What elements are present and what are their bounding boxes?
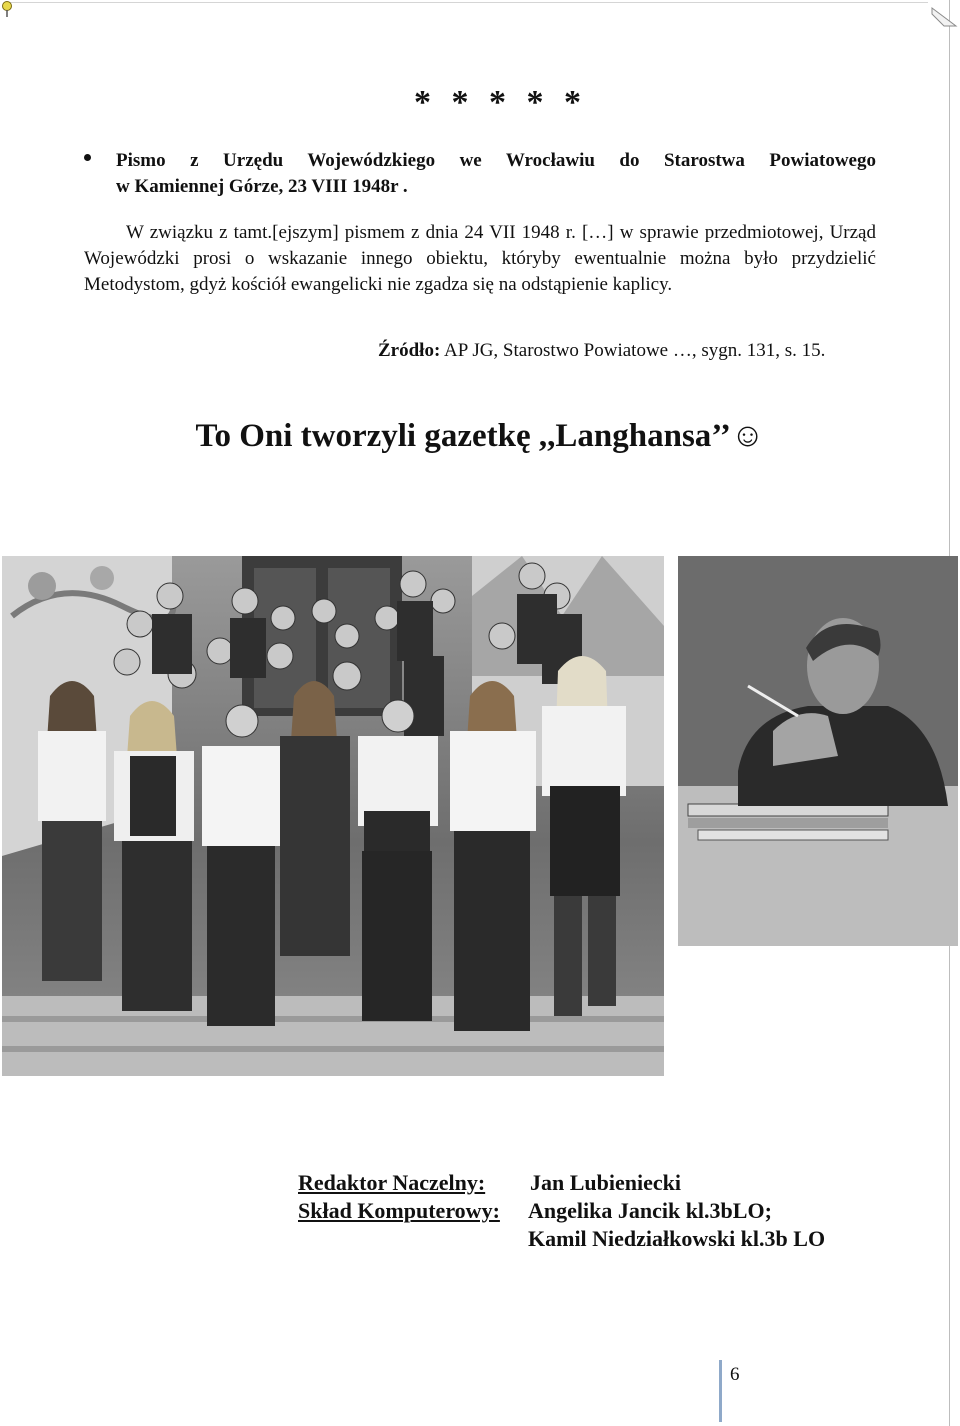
portrait-photo bbox=[678, 556, 958, 946]
page-corner-fold-icon bbox=[930, 6, 958, 28]
group-photo bbox=[2, 556, 664, 1076]
page-top-edge bbox=[8, 2, 928, 3]
source-citation bbox=[378, 340, 825, 362]
source-label: Źródło: bbox=[378, 340, 441, 361]
source-text: AP JG, Starostwo Powiatowe …, sygn. 131, s. 15. bbox=[443, 340, 826, 361]
letter-title-line2: w Kamiennej Górze, 23 VIII 1948r . bbox=[116, 176, 408, 197]
layout-name-1: Angelika Jancik kl.3bLO; bbox=[528, 1198, 772, 1223]
layout-name-2: Kamil Niedziałkowski kl.3b LO bbox=[528, 1226, 826, 1251]
editor-label: Redaktor Naczelny: bbox=[298, 1170, 486, 1195]
page-number-bar bbox=[719, 1360, 722, 1422]
section-heading: To Oni tworzyli gazetkę ,,Langhansa’’☺ bbox=[195, 418, 765, 454]
letter-title bbox=[116, 148, 876, 200]
section-divider-stars: * * * * * bbox=[414, 84, 587, 121]
letter-title-line1: Pismo z Urzędu Wojewódzkiego we Wrocławiu do Starostwa Powiatowego bbox=[116, 150, 876, 171]
layout-label: Skład Komputerowy: bbox=[298, 1198, 500, 1223]
editor-name: Jan Lubieniecki bbox=[530, 1170, 681, 1195]
letter-quote: W związku z tamt.[ejszym] pismem z dnia 24 VII 1948 r. […] w sprawie przedmiotowej, Urząd Wojewódzki prosi o wskazanie innego obiektu, któryby ewentualnie można było przydzielić Metodystom, gdyż kościół ewangelicki nie zgadza się na odstąpienie kaplicy. bbox=[84, 222, 876, 295]
bullet-marker bbox=[84, 154, 91, 161]
pushpin-icon bbox=[0, 0, 14, 18]
page-number: 6 bbox=[730, 1364, 740, 1385]
